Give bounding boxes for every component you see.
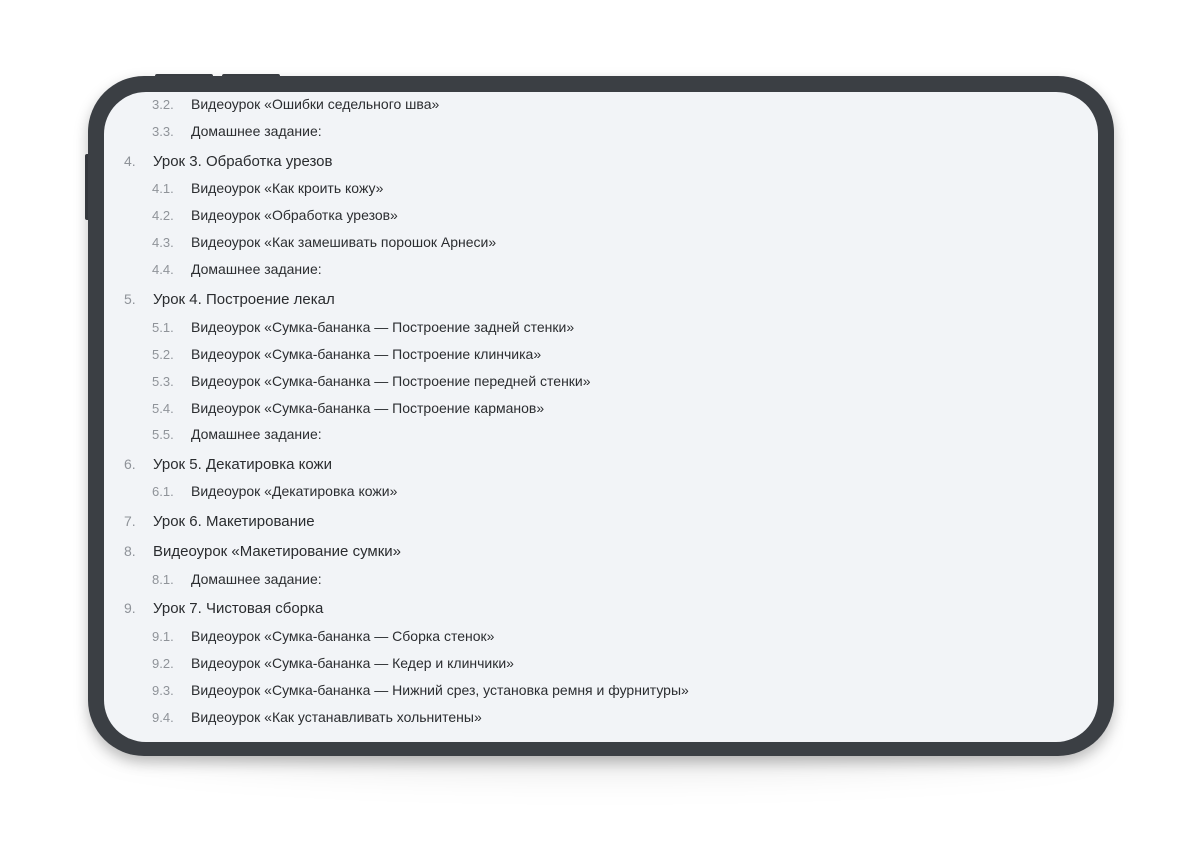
outline-subitem[interactable] <box>152 261 322 277</box>
outline-subitem[interactable] <box>152 373 591 389</box>
outline-subitem[interactable] <box>152 571 322 587</box>
outline-lesson-item[interactable] <box>124 456 332 473</box>
outline-item-number: 3.2. <box>152 97 174 112</box>
outline-item-title: Видеоурок «Сумка-бананка — Кедер и клинчики» <box>191 655 514 671</box>
outline-item-title: Урок 6. Макетирование <box>153 513 315 530</box>
outline-item-title: Домашнее задание: <box>191 571 322 587</box>
outline-item-title: Домашнее задание: <box>191 426 322 442</box>
outline-subitem[interactable] <box>152 682 689 698</box>
outline-item-number: 8.1. <box>152 572 174 587</box>
outline-item-title: Видеоурок «Как замешивать порошок Арнеси» <box>191 234 497 250</box>
outline-subitem[interactable] <box>152 180 383 196</box>
outline-item-number: 3.3. <box>152 124 174 139</box>
outline-item-number: 5. <box>124 291 136 307</box>
outline-item-title: Домашнее задание: <box>191 123 322 139</box>
outline-subitem[interactable] <box>152 123 322 139</box>
outline-item-title: Видеоурок «Сумка-бананка — Сборка стенок» <box>191 628 495 644</box>
outline-subitem[interactable] <box>152 400 544 416</box>
outline-item-number: 7. <box>124 513 136 529</box>
outline-item-title: Видеоурок «Макетирование сумки» <box>153 543 401 560</box>
outline-item-title: Урок 7. Чистовая сборка <box>153 600 324 617</box>
outline-subitem[interactable] <box>152 709 482 725</box>
outline-item-number: 5.2. <box>152 347 174 362</box>
outline-item-number: 9. <box>124 600 136 616</box>
outline-subitem[interactable] <box>152 319 574 335</box>
outline-item-title: Видеоурок «Декатировка кожи» <box>191 483 398 499</box>
outline-lesson-item[interactable] <box>124 153 332 170</box>
outline-subitem[interactable] <box>152 655 514 671</box>
outline-item-number: 9.3. <box>152 683 174 698</box>
outline-item-title: Видеоурок «Как кроить кожу» <box>191 180 384 196</box>
outline-subitem[interactable] <box>152 96 439 112</box>
outline-item-number: 4.4. <box>152 262 174 277</box>
outline-lesson-item[interactable] <box>124 513 315 530</box>
outline-item-number: 5.3. <box>152 374 174 389</box>
outline-item-number: 6.1. <box>152 484 174 499</box>
outline-item-number: 6. <box>124 456 136 472</box>
outline-subitem[interactable] <box>152 483 397 499</box>
outline-lesson-item[interactable] <box>124 600 323 617</box>
outline-item-title: Видеоурок «Сумка-бананка — Построение передней стенки» <box>191 373 591 389</box>
outline-item-number: 9.2. <box>152 656 174 671</box>
outline-item-number: 5.4. <box>152 401 174 416</box>
outline-item-title: Видеоурок «Ошибки седельного шва» <box>191 96 440 112</box>
outline-item-number: 4.1. <box>152 181 174 196</box>
outline-item-title: Видеоурок «Как устанавливать хольнитены» <box>191 709 482 725</box>
outline-lesson-item[interactable] <box>124 543 401 560</box>
outline-item-number: 9.1. <box>152 629 174 644</box>
outline-item-title: Видеоурок «Сумка-бананка — Построение клинчика» <box>191 346 542 362</box>
outline-item-title: Урок 5. Декатировка кожи <box>153 456 332 473</box>
outline-item-number: 9.4. <box>152 710 174 725</box>
outline-item-title: Видеоурок «Сумка-бананка — Нижний срез, установка ремня и фурнитуры» <box>191 682 689 698</box>
outline-item-number: 4.2. <box>152 208 174 223</box>
tablet-screen <box>104 92 1098 742</box>
outline-item-number: 4.3. <box>152 235 174 250</box>
outline-subitem[interactable] <box>152 426 322 442</box>
outline-item-title: Видеоурок «Сумка-бананка — Построение карманов» <box>191 400 545 416</box>
outline-item-number: 8. <box>124 543 136 559</box>
outline-lesson-item[interactable] <box>124 291 335 308</box>
outline-item-number: 5.1. <box>152 320 174 335</box>
outline-subitem[interactable] <box>152 346 541 362</box>
outline-item-title: Урок 4. Построение лекал <box>153 291 335 308</box>
outline-item-title: Урок 3. Обработка урезов <box>153 153 333 170</box>
outline-item-number: 5.5. <box>152 427 174 442</box>
outline-subitem[interactable] <box>152 234 496 250</box>
outline-item-title: Видеоурок «Сумка-бананка — Построение задней стенки» <box>191 319 575 335</box>
outline-subitem[interactable] <box>152 207 398 223</box>
outline-item-number: 4. <box>124 153 136 169</box>
outline-item-title: Домашнее задание: <box>191 261 322 277</box>
outline-item-title: Видеоурок «Обработка урезов» <box>191 207 398 223</box>
outline-subitem[interactable] <box>152 628 494 644</box>
